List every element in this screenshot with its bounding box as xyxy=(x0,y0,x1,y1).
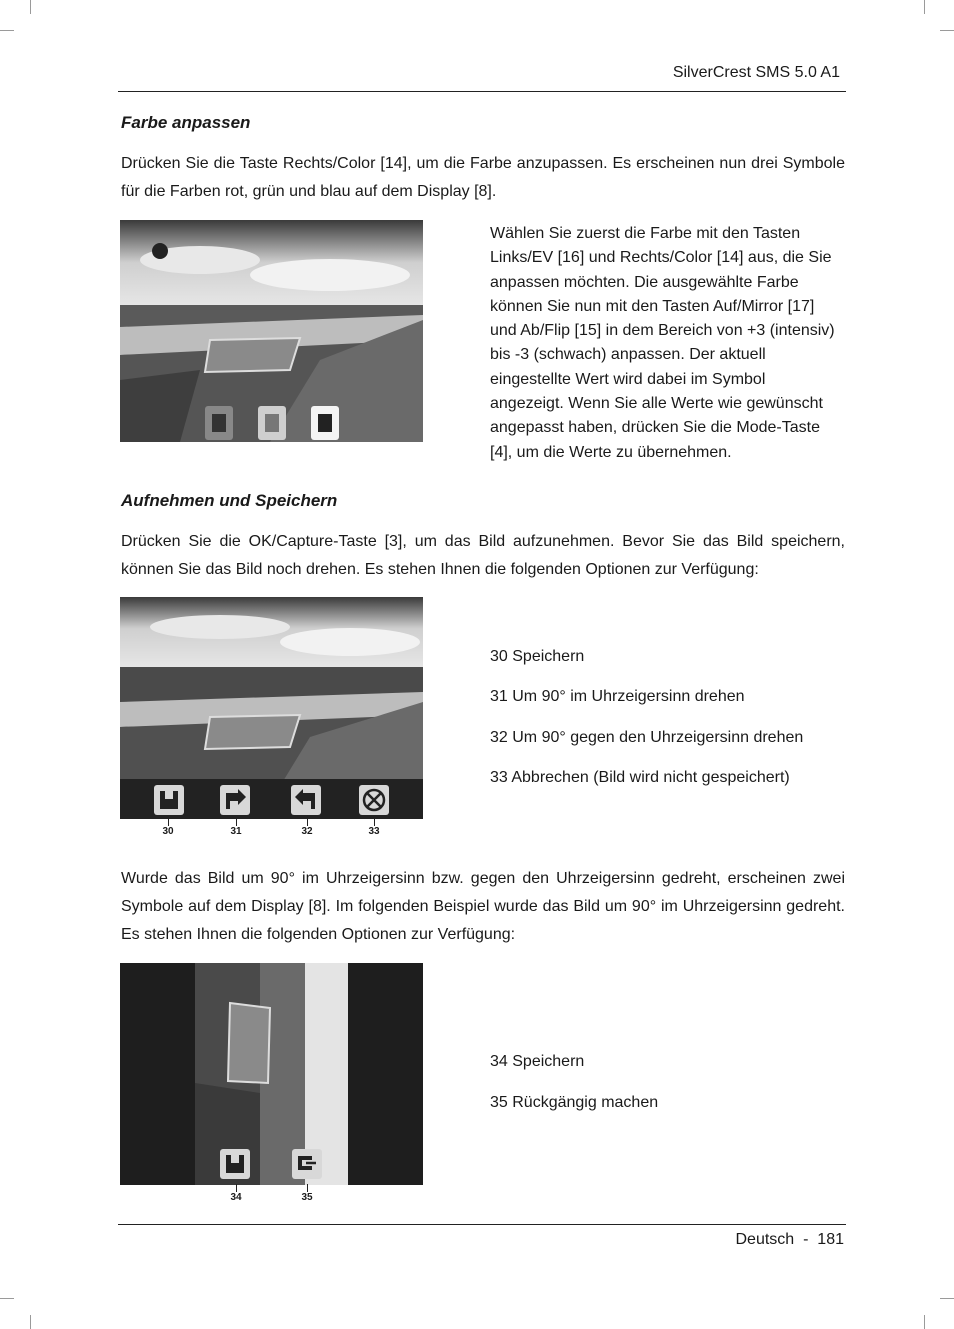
footer-rule xyxy=(118,1224,846,1225)
section-intro-rotated: Wurde das Bild um 90° im Uhrzeigersinn bzw. gegen den Uhrzeigersinn gedreht, erscheinen zwei Symbole auf dem Display [8]. Im folgenden Beispiel wurde das Bild um 90° im Uhrzeigersinn gedreht. Es stehen Ihnen die folgenden Optionen zur Verfügung: xyxy=(121,870,845,943)
crop-mark xyxy=(0,1298,14,1299)
section-intro-color: Drücken Sie die Taste Rechts/Color [14], um die Farbe anzupassen. Es erscheinen nun drei Symbole für die Farben rot, grün und blau auf dem Display [8]. xyxy=(121,155,845,200)
document-header-title: SilverCrest SMS 5.0 A1 xyxy=(672,64,840,81)
undo-icon xyxy=(292,1149,322,1179)
callout-label: 33 xyxy=(368,826,380,837)
callout-label: 34 xyxy=(230,1192,242,1203)
callout-label: 35 xyxy=(301,1192,313,1203)
crop-mark xyxy=(924,0,925,14)
callout-30 xyxy=(160,818,176,837)
crop-mark xyxy=(940,30,954,31)
crop-mark xyxy=(0,30,14,31)
option-save-rotated: 34 Speichern xyxy=(490,1053,585,1070)
screenshot-rotated-options xyxy=(120,963,423,1185)
crop-mark xyxy=(30,0,31,14)
callout-34 xyxy=(228,1184,244,1203)
option-rotate-ccw: 32 Um 90° gegen den Uhrzeigersinn drehen xyxy=(490,729,804,746)
screenshot-color-adjust xyxy=(120,220,423,442)
header-rule xyxy=(118,91,846,92)
callout-31 xyxy=(228,818,244,837)
save-icon xyxy=(220,1149,250,1179)
section-intro-capture: Drücken Sie die OK/Capture-Taste [3], um das Bild aufzunehmen. Bevor Sie das Bild speichern, können Sie das Bild noch drehen. Es stehen Ihnen die folgenden Optionen zur Verfügung: xyxy=(121,533,845,578)
callout-35 xyxy=(299,1184,315,1203)
rotate-counterclockwise-icon xyxy=(291,785,321,815)
screenshot-capture-options xyxy=(120,597,423,819)
callout-label: 32 xyxy=(301,826,313,837)
crop-mark xyxy=(30,1315,31,1329)
callout-32 xyxy=(299,818,315,837)
cancel-icon xyxy=(359,785,389,815)
option-cancel: 33 Abbrechen (Bild wird nicht gespeichert) xyxy=(490,769,790,786)
crop-mark xyxy=(924,1315,925,1329)
crop-mark xyxy=(940,1298,954,1299)
option-save: 30 Speichern xyxy=(490,648,585,665)
option-undo: 35 Rückgängig machen xyxy=(490,1094,659,1111)
callout-label: 31 xyxy=(230,826,242,837)
section-heading-color: Farbe anpassen xyxy=(121,113,251,132)
rotate-clockwise-icon xyxy=(220,785,250,815)
callout-33 xyxy=(366,818,382,837)
callout-label: 30 xyxy=(162,826,174,837)
section-heading-capture: Aufnehmen und Speichern xyxy=(121,491,338,510)
color-instructions: Wählen Sie zuerst die Farbe mit den Tasten Links/EV [16] und Rechts/Color [14] aus, die Sie anpassen möchten. Die ausgewählte Farbe können Sie nun mit den Tasten Auf/Mirror [17] und Ab/Flip [15] in dem Bereich von +3 (intensiv) bis -3 (schwach) anpassen. Der aktuell eingestellte Wert wird dabei im Symbol angezeigt. Wenn Sie alle Werte wie gewünscht angepasst haben, drücken Sie die Mode-Taste [4], um die Werte zu übernehmen. xyxy=(490,225,835,461)
option-rotate-cw: 31 Um 90° im Uhrzeigersinn drehen xyxy=(490,688,745,705)
page-footer: Deutsch - 181 xyxy=(735,1231,844,1248)
save-icon xyxy=(154,785,184,815)
